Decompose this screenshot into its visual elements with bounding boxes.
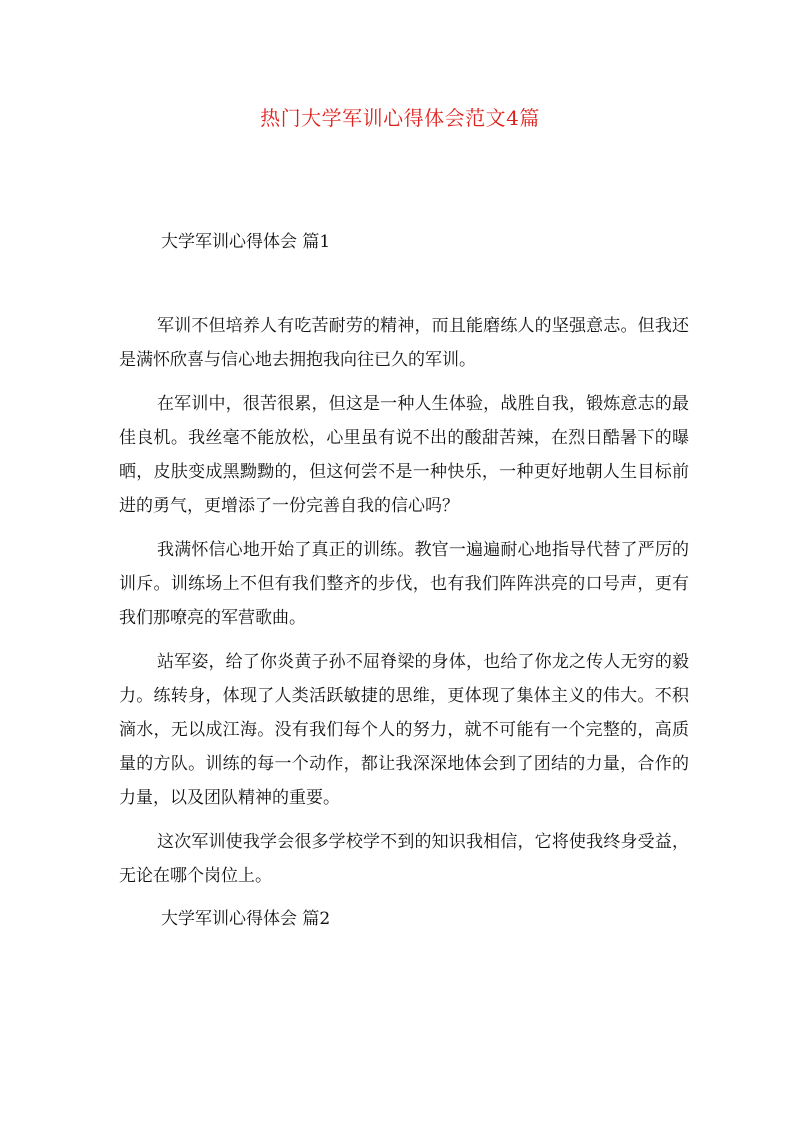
paragraph-3: 我满怀信心地开始了真正的训练。教官一遍遍耐心地指导代替了严厉的训斥。训练场上不但有我们整齐的步伐，也有我们阵阵洪亮的口号声，更有我们那嘹亮的军营歌曲。 <box>119 540 689 628</box>
paragraph-2: 在军训中，很苦很累，但这是一种人生体验，战胜自我，锻炼意志的最佳良机。我丝毫不能放松，心里虽有说不出的酸甜苦辣，在烈日酷暑下的曝晒，皮肤变成黑黝黝的，但这何尝不是一种快乐，一种更好地朝人生目标前进的勇气，更增添了一份完善自我的信心吗？ <box>119 394 689 516</box>
section-heading-1: 大学军训心得体会 篇1 <box>161 232 331 252</box>
document-body <box>119 228 689 933</box>
paragraph-5: 这次军训使我学会很多学校学不到的知识我相信，它将使我终身受益，无论在哪个岗位上。 <box>119 832 689 886</box>
paragraph-1: 军训不但培养人有吃苦耐劳的精神，而且能磨练人的坚强意志。但我还是满怀欣喜与信心地去拥抱我向往已久的军训。 <box>119 316 689 370</box>
paragraph-4: 站军姿，给了你炎黄子孙不屈脊梁的身体，也给了你龙之传人无穷的毅力。练转身，体现了人类活跃敏捷的思维，更体现了集体主义的伟大。不积滴水，无以成江海。没有我们每个人的努力，就不可能有一个完整的，高质量的方队。训练的每一个动作，都让我深深地体会到了团结的力量，合作的力量，以及团队精神的重要。 <box>119 652 689 808</box>
section-heading-2: 大学军训心得体会 篇2 <box>161 909 331 929</box>
document-title: 热门大学军训心得体会范文4篇 <box>260 106 540 130</box>
